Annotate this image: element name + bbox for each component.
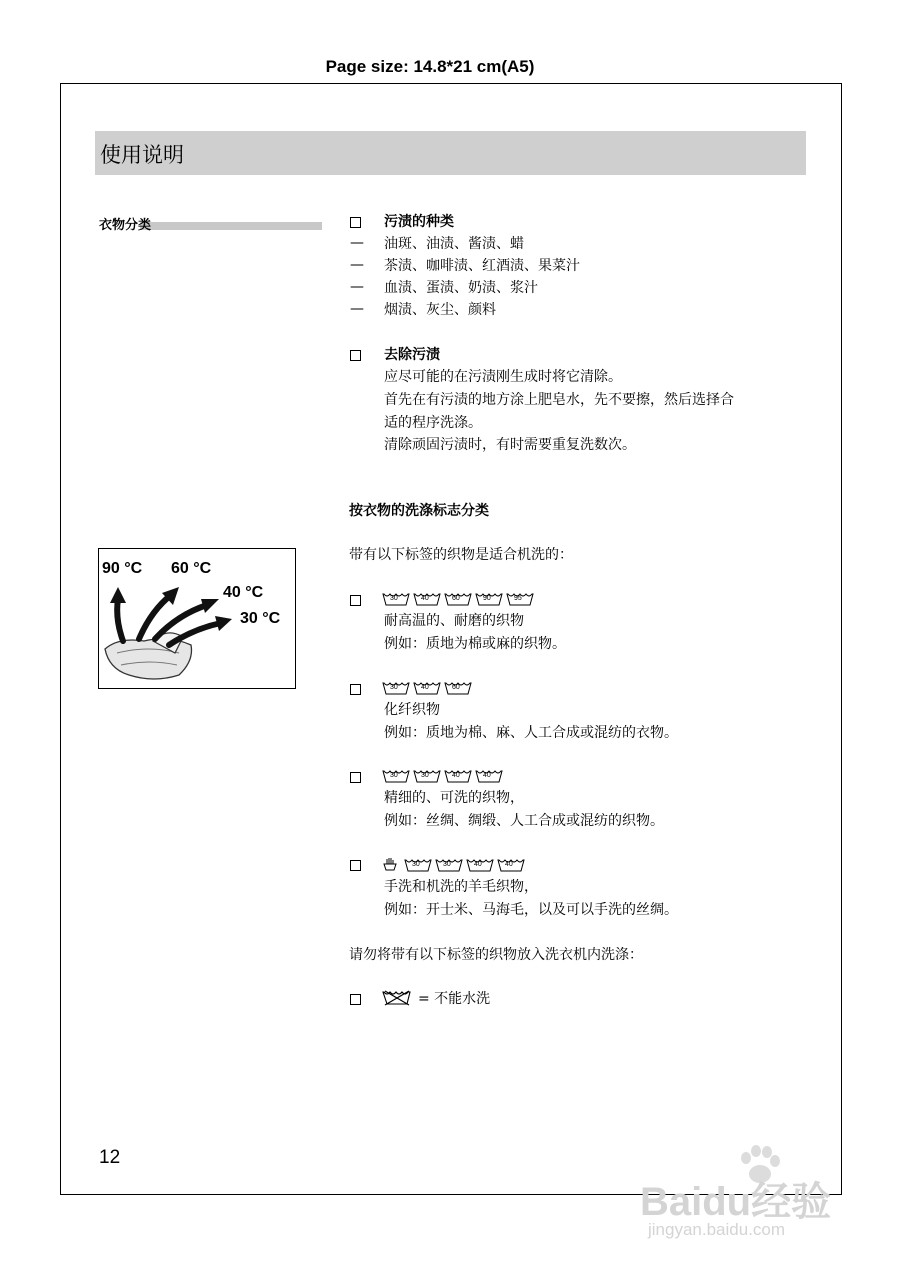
wash-temp-value: 30 <box>390 595 398 602</box>
wash-temp-value: 30 <box>412 861 420 868</box>
section-title-bar <box>95 131 806 175</box>
group-description: 手洗和机洗的羊毛织物， <box>384 879 538 895</box>
wash-temp-value: 90 <box>483 595 491 602</box>
dash-icon: — <box>350 301 364 317</box>
stain-type-item: 烟渍、灰尘、颜料 <box>384 302 496 318</box>
wash-temp-value: 30 <box>390 772 398 779</box>
machine-wash-intro: 带有以下标签的织物是适合机洗的： <box>349 547 573 563</box>
wash-tub-icon <box>444 681 472 695</box>
section-title: 使用说明 <box>100 143 184 167</box>
wash-tub-icon <box>413 681 441 695</box>
temp-label-40: 40 °C <box>223 584 264 601</box>
wash-temp-value: 40 <box>421 595 429 602</box>
checkbox-icon <box>350 994 361 1005</box>
wash-temp-value: 30 <box>390 684 398 691</box>
stain-removal-line: 首先在有污渍的地方涂上肥皂水，先不要擦，然后选择合 <box>384 392 734 408</box>
wash-tub-icon <box>497 858 525 872</box>
classification-heading: 按衣物的洗涤标志分类 <box>349 503 489 519</box>
wash-temp-value: 30 <box>443 861 451 868</box>
wash-symbols-row <box>382 592 534 606</box>
sidebar-heading-bar <box>140 222 322 230</box>
stain-type-item: 血渍、蛋渍、奶渍、浆汁 <box>384 280 538 296</box>
stain-type-item: 油斑、油渍、酱渍、蜡 <box>384 236 524 252</box>
checkbox-icon <box>350 684 361 695</box>
checkbox-icon <box>350 217 361 228</box>
wash-tub-icon <box>413 769 441 783</box>
wash-tub-icon <box>435 858 463 872</box>
wash-tub-icon <box>475 769 503 783</box>
dash-icon: — <box>350 257 364 273</box>
group-description: 化纤织物 <box>384 702 440 718</box>
temperature-illustration <box>98 548 296 689</box>
stain-types-heading: 污渍的种类 <box>384 214 454 230</box>
wash-tub-icon <box>444 769 472 783</box>
page-number: 12 <box>99 1147 121 1168</box>
wash-tub-icon <box>413 592 441 606</box>
wash-temp-value: 40 <box>483 772 491 779</box>
group-description: 精细的、可洗的织物， <box>384 790 524 806</box>
wash-symbols-row <box>382 769 503 783</box>
wash-tub-icon <box>506 592 534 606</box>
checkbox-icon <box>350 350 361 361</box>
wash-tub-icon <box>382 592 410 606</box>
temp-label-90: 90 °C <box>102 560 143 577</box>
wash-temp-value: 60 <box>452 595 460 602</box>
no-wash-intro: 请勿将带有以下标签的织物放入洗衣机内洗涤： <box>349 947 643 963</box>
stain-removal-line: 适的程序洗涤。 <box>384 415 482 431</box>
wash-temp-value: 30 <box>421 772 429 779</box>
watermark-url: jingyan.baidu.com <box>648 1220 786 1239</box>
group-example: 例如：质地为棉或麻的织物。 <box>384 636 566 652</box>
page-size-note: Page size: 14.8*21 cm(A5) <box>325 57 535 76</box>
checkbox-icon <box>350 860 361 871</box>
temp-label-60: 60 °C <box>171 560 212 577</box>
wash-tub-icon <box>404 858 432 872</box>
wash-symbols-row <box>404 858 525 872</box>
wash-tub-icon <box>466 858 494 872</box>
wash-symbols-row <box>382 681 472 695</box>
wash-temp-value: 40 <box>421 684 429 691</box>
wash-tub-icon <box>382 681 410 695</box>
checkbox-icon <box>350 595 361 606</box>
do-not-wash-icon <box>382 990 414 1006</box>
wash-temp-value: 40 <box>474 861 482 868</box>
group-description: 耐高温的、耐磨的织物 <box>384 613 524 629</box>
wash-temp-value: 40 <box>505 861 513 868</box>
stain-type-item: 茶渍、咖啡渍、红酒渍、果菜汁 <box>384 258 580 274</box>
no-wash-label: = 不能水洗 <box>418 991 491 1007</box>
temp-label-30: 30 °C <box>240 610 281 627</box>
group-example: 例如：开士米、马海毛，以及可以手洗的丝绸。 <box>384 902 678 918</box>
stain-removal-heading: 去除污渍 <box>384 347 440 363</box>
dash-icon: — <box>350 235 364 251</box>
sidebar-heading: 衣物分类 <box>99 218 152 233</box>
wash-tub-icon <box>475 592 503 606</box>
wash-temp-value: 40 <box>452 772 460 779</box>
watermark-text: Baidu经验 <box>640 1180 832 1224</box>
wash-temp-value: 95 <box>514 595 522 602</box>
group-example: 例如：质地为棉、麻、人工合成或混纺的衣物。 <box>384 725 678 741</box>
hand-wash-icon <box>382 856 398 872</box>
group-example: 例如：丝绸、绸缎、人工合成或混纺的织物。 <box>384 813 664 829</box>
stain-removal-line: 清除顽固污渍时，有时需要重复洗数次。 <box>384 437 636 453</box>
dash-icon: — <box>350 279 364 295</box>
wash-tub-icon <box>382 769 410 783</box>
stain-removal-line: 应尽可能的在污渍刚生成时将它清除。 <box>384 369 622 385</box>
wash-tub-icon <box>444 592 472 606</box>
checkbox-icon <box>350 772 361 783</box>
wash-temp-value: 60 <box>452 684 460 691</box>
